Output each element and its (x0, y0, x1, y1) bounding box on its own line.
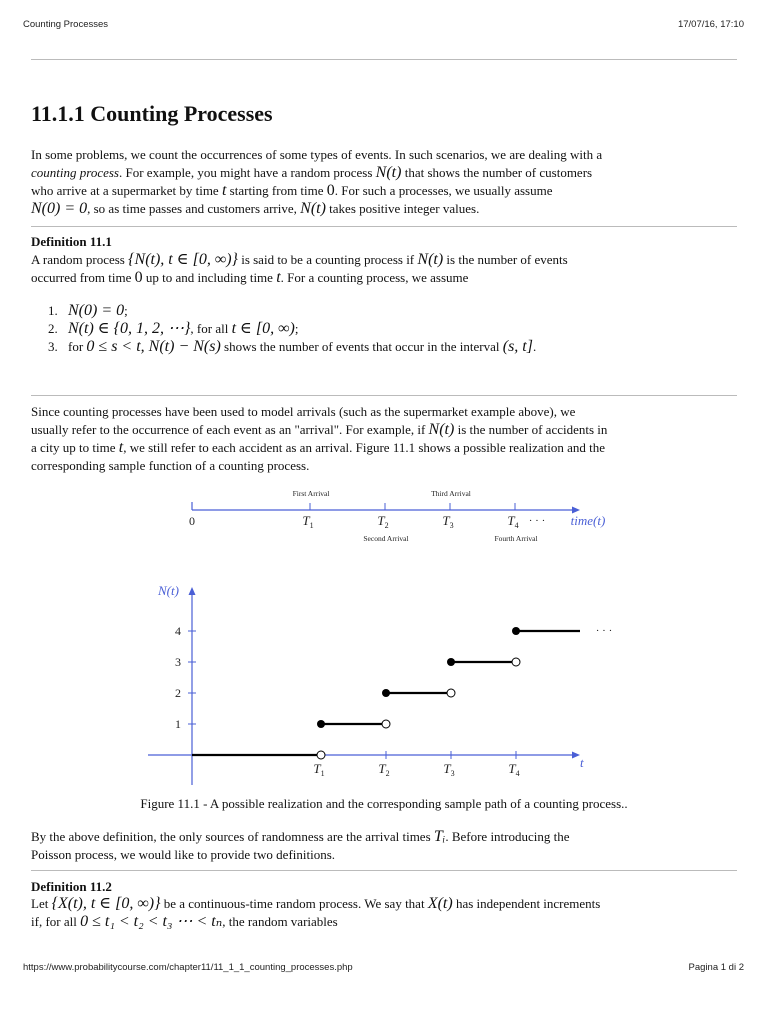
definition-11-1-text (31, 251, 737, 287)
arrivals-line-4: corresponding sample function of a counting process. (31, 458, 310, 473)
first-arrival-label: First Arrival (292, 489, 330, 498)
timeline-t1-label: $T_1$ (302, 513, 314, 530)
step-chart (148, 583, 612, 785)
def1-line-2: occurred from time 0 up to and including time t. For a counting process, we assume (31, 269, 469, 286)
randomness-paragraph (31, 828, 737, 864)
step-open-point-1 (382, 720, 390, 728)
timeline-dots: · · · (528, 515, 546, 527)
arrivals-line-1: Since counting processes have been used to model arrivals (such as the supermarket example above), we (31, 404, 576, 419)
y-tick-label-3: 3 (175, 655, 181, 669)
timeline-t2-label: $T_2$ (377, 513, 389, 530)
x-tick-label-t4: $T_4$ (508, 761, 520, 778)
x-axis-label: t (580, 755, 584, 770)
definition-11-2-text (31, 895, 737, 931)
timeline-t4-label: $T_4$ (507, 513, 519, 530)
figure-11-1 (148, 485, 620, 795)
arrivals-paragraph (31, 403, 737, 475)
y-axis-arrow (189, 587, 196, 595)
def2-line-2: if, for all 0 ≤ t₁ < t₂ < t₃ ⋯ < tₙ, the random variables (31, 913, 338, 930)
timeline-zero-label: 0 (189, 514, 195, 528)
divider-def1-bottom (31, 395, 737, 396)
page-title: 11.1.1 Counting Processes (31, 101, 273, 126)
step-closed-point-1 (317, 720, 325, 728)
condition-item: 1. N(0) = 0; (48, 302, 128, 319)
step-open-point-0 (317, 751, 325, 759)
arrivals-line-3: a city up to time t, we still refer to each accident as an arrival. Figure 11.1 shows a possible realization and the (31, 439, 605, 456)
intro-paragraph (31, 146, 737, 218)
step-closed-point-2 (382, 689, 390, 697)
condition-item: 3. for 0 ≤ s < t, N(t) − N(s) shows the number of events that occur in the interval (s, t]. (48, 338, 537, 355)
figure-caption: Figure 11.1 - A possible realization and the corresponding sample path of a counting process.. (140, 796, 628, 811)
definition-11-1-title: Definition 11.1 (31, 234, 112, 249)
y-axis-label: N(t) (158, 583, 179, 598)
counting-process-term: counting process (31, 165, 119, 180)
divider-def1-top (31, 226, 737, 227)
arrival-timeline (189, 489, 605, 543)
y-tick-label-1: 1 (175, 717, 181, 731)
y-tick-label-2: 2 (175, 686, 181, 700)
step-open-point-3 (512, 658, 520, 666)
condition-item: 2. N(t) ∈ {0, 1, 2, ⋯}, for all t ∈ [0, ∞); (48, 320, 299, 337)
top-divider (31, 59, 737, 60)
intro-line-2: counting process. For example, you might have a random process N(t) that shows the number of customers (31, 164, 593, 181)
step-closed-point-3 (447, 658, 455, 666)
print-header-datetime: 17/07/16, 17:10 (677, 19, 744, 30)
print-footer-url: https://www.probabilitycourse.com/chapter11/11_1_1_counting_processes.php (23, 962, 353, 973)
definition-11-2-title: Definition 11.2 (31, 879, 112, 894)
intro-line-3: who arrive at a supermarket by time t starting from time 0. For such a processes, we usually assume (31, 182, 553, 199)
x-tick-label-t2: $T_2$ (378, 761, 390, 778)
second-arrival-label: Second Arrival (363, 534, 409, 543)
def2-line-1: Let {X(t), t ∈ [0, ∞)} be a continuous-time random process. We say that X(t) has independent increments (31, 895, 601, 912)
timeline-axis-label: time(t) (570, 513, 606, 528)
timeline-t3-label: $T_3$ (442, 513, 454, 530)
print-header-title: Counting Processes (23, 19, 109, 30)
chart-continuation-dots: · · · (595, 625, 613, 637)
step-closed-point-4 (512, 627, 520, 635)
figure-11-1-svg (148, 485, 620, 790)
counting-process-conditions (48, 302, 536, 356)
third-arrival-label: Third Arrival (431, 489, 471, 498)
arrivals-line-2: usually refer to the occurrence of each event as an "arrival". For example, if N(t) is the number of accidents in (31, 421, 608, 438)
randomness-line-1: By the above definition, the only sources of randomness are the arrival times Tᵢ. Before introducing the (31, 828, 570, 845)
divider-def2-top (31, 870, 737, 871)
intro-line-4: N(0) = 0, so as time passes and customers arrive, N(t) takes positive integer values. (31, 200, 480, 217)
x-axis-arrow (572, 752, 580, 759)
step-open-point-2 (447, 689, 455, 697)
def1-line-1: A random process {N(t), t ∈ [0, ∞)} is said to be a counting process if N(t) is the number of events (31, 251, 568, 268)
print-footer-page: Pagina 1 di 2 (688, 962, 744, 973)
x-tick-label-t1: $T_1$ (313, 761, 325, 778)
fourth-arrival-label: Fourth Arrival (494, 534, 538, 543)
x-tick-label-t3: $T_3$ (443, 761, 455, 778)
y-tick-label-4: 4 (175, 624, 181, 638)
intro-line-1: In some problems, we count the occurrences of some types of events. In such scenarios, we are dealing with a (31, 147, 603, 162)
randomness-line-2: Poisson process, we would like to provide two definitions. (31, 847, 336, 862)
